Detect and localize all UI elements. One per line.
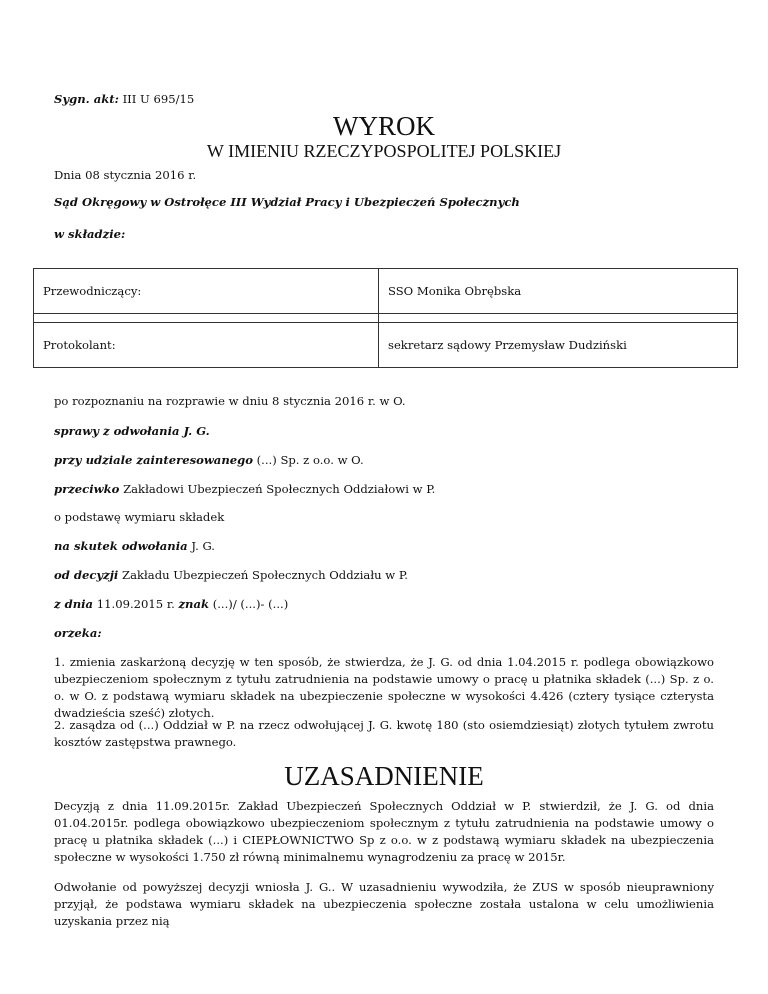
interested-rest: (...) Sp. z o.o. w O. [252,453,364,467]
judgment-title: WYROK [333,111,435,141]
appeal-label: sprawy z odwołania J. G. [54,424,210,438]
decision-line [54,567,408,584]
composition-table [33,268,738,368]
hearing-line: po rozpoznaniu na rozprawie w dniu 8 stycznia 2016 r. w O. [54,394,406,408]
decision-date-value: 11.09.2015 r. [93,597,179,611]
chair-value: SSO Monika Obrębska [379,269,738,314]
spacer-cell [34,314,379,323]
judgment-subtitle: W IMIENIU RZECZYPOSPOLITEJ POLSKIEJ [206,141,562,161]
interested-line [54,452,364,469]
against-line [54,481,435,498]
chair-label: Przewodniczący: [34,269,379,314]
ruling-point-2: 2. zasądza od (...) Oddział w P. na rzecz odwołującej J. G. kwotę 180 (sto osiemdziesiąt) złotych tytułem zwrotu kosztów zastępstwa prawnego. [54,718,714,749]
decision-sign-label: znak [178,597,210,611]
decision-label: od decyzji [54,568,119,582]
case-signature [54,91,194,108]
table-row [34,269,738,314]
justification-paragraph-1: Decyzją z dnia 11.09.2015r. Zakład Ubezpieczeń Społecznych Oddział w P. stwierdził, że J. G. od dnia 01.04.2015r. podlega obowiązkowo ubezpieczeniom społecznym z tytułu zatrudnienia na podstawie umowy o pracę u płatnika składek (...) i CIEPŁOWNICTWO Sp z o.o. w z podstawą wymiaru składek na ubezpieczenia społeczne w wysokości 1.750 zł równą minimalnemu wynagrodzeniu za pracę w 2015r. [54,799,714,864]
court-name: Sąd Okręgowy w Ostrołęce III Wydział Pracy i Ubezpieczeń Społecznych [54,195,520,209]
case-signature-label: Sygn. akt: [54,92,119,106]
interested-label: przy udziale zainteresowanego [54,453,253,467]
case-signature-number: III U 695/15 [122,92,195,106]
decision-sign-value: (...)/ (...)- (...) [209,597,289,611]
against-rest: Zakładowi Ubezpieczeń Społecznych Oddziałowi w P. [119,482,436,496]
subject-line: o podstawę wymiaru składek [54,510,225,524]
table-row [34,323,738,368]
decision-date-label: z dnia [54,597,94,611]
result-rest: J. G. [187,539,215,553]
decision-date-line [54,596,288,613]
justification-paragraph-2: Odwołanie od powyższej decyzji wniosła J. G.. W uzasadnieniu wywodziła, że ZUS w sposób nieuprawniony przyjął, że podstawa wymiaru składek na ubezpieczenia społeczne została ustalona w celu umożliwienia uzyskania przez nią [54,880,714,928]
composition-label: w składzie: [54,227,126,241]
table-row-spacer [34,314,738,323]
clerk-value: sekretarz sądowy Przemysław Dudziński [379,323,738,368]
decision-rest: Zakładu Ubezpieczeń Społecznych Oddziału w P. [118,568,408,582]
appeal-line [54,423,210,440]
spacer-cell [379,314,738,323]
ruling-label: orzeka: [54,626,102,640]
justification-title: UZASADNIENIE [284,761,484,791]
judgment-date: Dnia 08 stycznia 2016 r. [54,168,197,182]
clerk-label: Protokolant: [34,323,379,368]
result-label: na skutek odwołania [54,539,188,553]
against-label: przeciwko [54,482,120,496]
result-line [54,538,215,555]
ruling-point-1: 1. zmienia zaskarżoną decyzję w ten sposób, że stwierdza, że J. G. od dnia 1.04.2015 r. podlega obowiązkowo ubezpieczeniom społecznym z tytułu zatrudnienia na podstawie umowy o pracę u płatnika składek (...) Sp. z o. o. w O. z podstawą wymiaru składek na ubezpieczenie społeczne w wysokości 4.426 (cztery tysiące czterysta dwadzieścia sześć) złotych. [54,655,714,720]
